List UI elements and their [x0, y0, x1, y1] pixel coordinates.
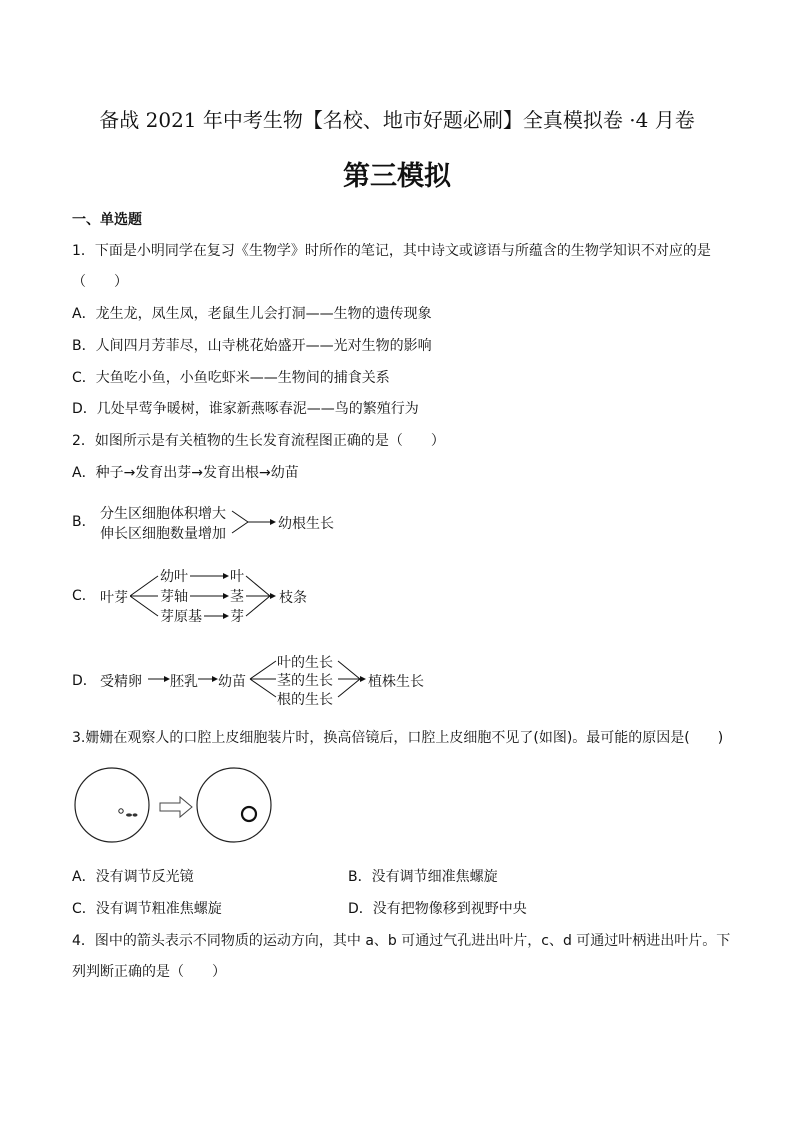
q3-option-b: B．没有调节细准焦螺旋 — [348, 869, 498, 885]
q2-b-arrows — [230, 505, 278, 541]
q1-option-a: A．龙生龙，凤生凤，老鼠生儿会打洞——生物的遗传现象 — [72, 306, 432, 322]
cell-dot-icon — [126, 813, 132, 816]
q2-c-l1: 幼叶 — [160, 569, 188, 585]
q3-option-c: C．没有调节粗准焦螺旋 — [72, 901, 222, 917]
q2-d-b1: 叶的生长 — [277, 655, 333, 671]
section-heading: 一、单选题 — [72, 212, 142, 228]
q2-b-line1: 分生区细胞体积增大 — [100, 506, 226, 522]
q2-option-c-label: C． — [72, 588, 96, 604]
q2-c-l3: 芽原基 — [160, 609, 202, 625]
cell-dot-icon — [133, 813, 138, 816]
q3-option-a: A．没有调节反光镜 — [72, 869, 194, 885]
q1-option-c: C．大鱼吃小鱼，小鱼吃虾米——生物间的捕食关系 — [72, 370, 390, 386]
low-power-field — [75, 768, 149, 842]
microscope-field-figure — [74, 766, 274, 846]
hollow-arrow-icon — [160, 797, 192, 817]
q2-d-s2: 胚乳 — [170, 674, 198, 690]
q2-d-b3: 根的生长 — [277, 692, 333, 708]
q2-c-r2: 茎 — [230, 589, 244, 605]
q2-b-line2: 伸长区细胞数量增加 — [100, 526, 226, 542]
q1-stem: 1．下面是小明同学在复习《生物学》时所作的笔记，其中诗文或谚语与所蕴含的生物学知识不对应的是 — [72, 243, 711, 259]
q1-option-b: B．人间四月芳菲尽，山寺桃花始盛开——光对生物的影响 — [72, 338, 432, 354]
q4-stem-line2: 列判断正确的是（ ） — [72, 964, 226, 980]
q1-stem-blank: （ ） — [72, 274, 128, 290]
paper-title: 备战 2021 年中考生物【名校、地市好题必刷】全真模拟卷 ·4 月卷 — [99, 108, 695, 132]
q2-b-result: 幼根生长 — [278, 516, 334, 532]
q2-d-s3: 幼苗 — [218, 674, 246, 690]
bubble-icon — [242, 807, 256, 821]
q2-c-r1: 叶 — [230, 569, 244, 585]
q2-d-b2: 茎的生长 — [277, 673, 333, 689]
q1-option-d: D．几处早莺争暖树，谁家新燕啄春泥——鸟的繁殖行为 — [72, 401, 419, 417]
q3-stem: 3.姗姗在观察人的口腔上皮细胞装片时，换高倍镜后，口腔上皮细胞不见了(如图)。最可能的原因是( ) — [72, 730, 724, 746]
cell-small-icon — [119, 809, 123, 813]
q2-stem: 2．如图所示是有关植物的生长发育流程图正确的是（ ） — [72, 433, 445, 449]
q2-option-b-label: B． — [72, 514, 96, 530]
q2-c-start: 叶芽 — [100, 590, 128, 606]
q2-d-arrows — [148, 656, 378, 702]
q2-c-r3: 芽 — [230, 609, 244, 625]
q2-c-l2: 芽轴 — [160, 589, 188, 605]
high-power-field — [197, 768, 271, 842]
q2-d-s1: 受精卵 — [100, 674, 142, 690]
q2-option-a: A．种子→发育出芽→发育出根→幼苗 — [72, 465, 299, 481]
q2-option-d-label: D． — [72, 673, 97, 689]
paper-subtitle: 第三模拟 — [343, 161, 451, 192]
q3-option-d: D．没有把物像移到视野中央 — [348, 901, 527, 917]
q2-c-arrows — [130, 566, 280, 626]
q2-d-result: 植株生长 — [368, 674, 424, 690]
q4-stem-line1: 4．图中的箭头表示不同物质的运动方向，其中 a、b 可通过气孔进出叶片，c、d 可通过叶柄进出叶片。下 — [72, 933, 731, 949]
q2-c-result: 枝条 — [279, 590, 307, 606]
